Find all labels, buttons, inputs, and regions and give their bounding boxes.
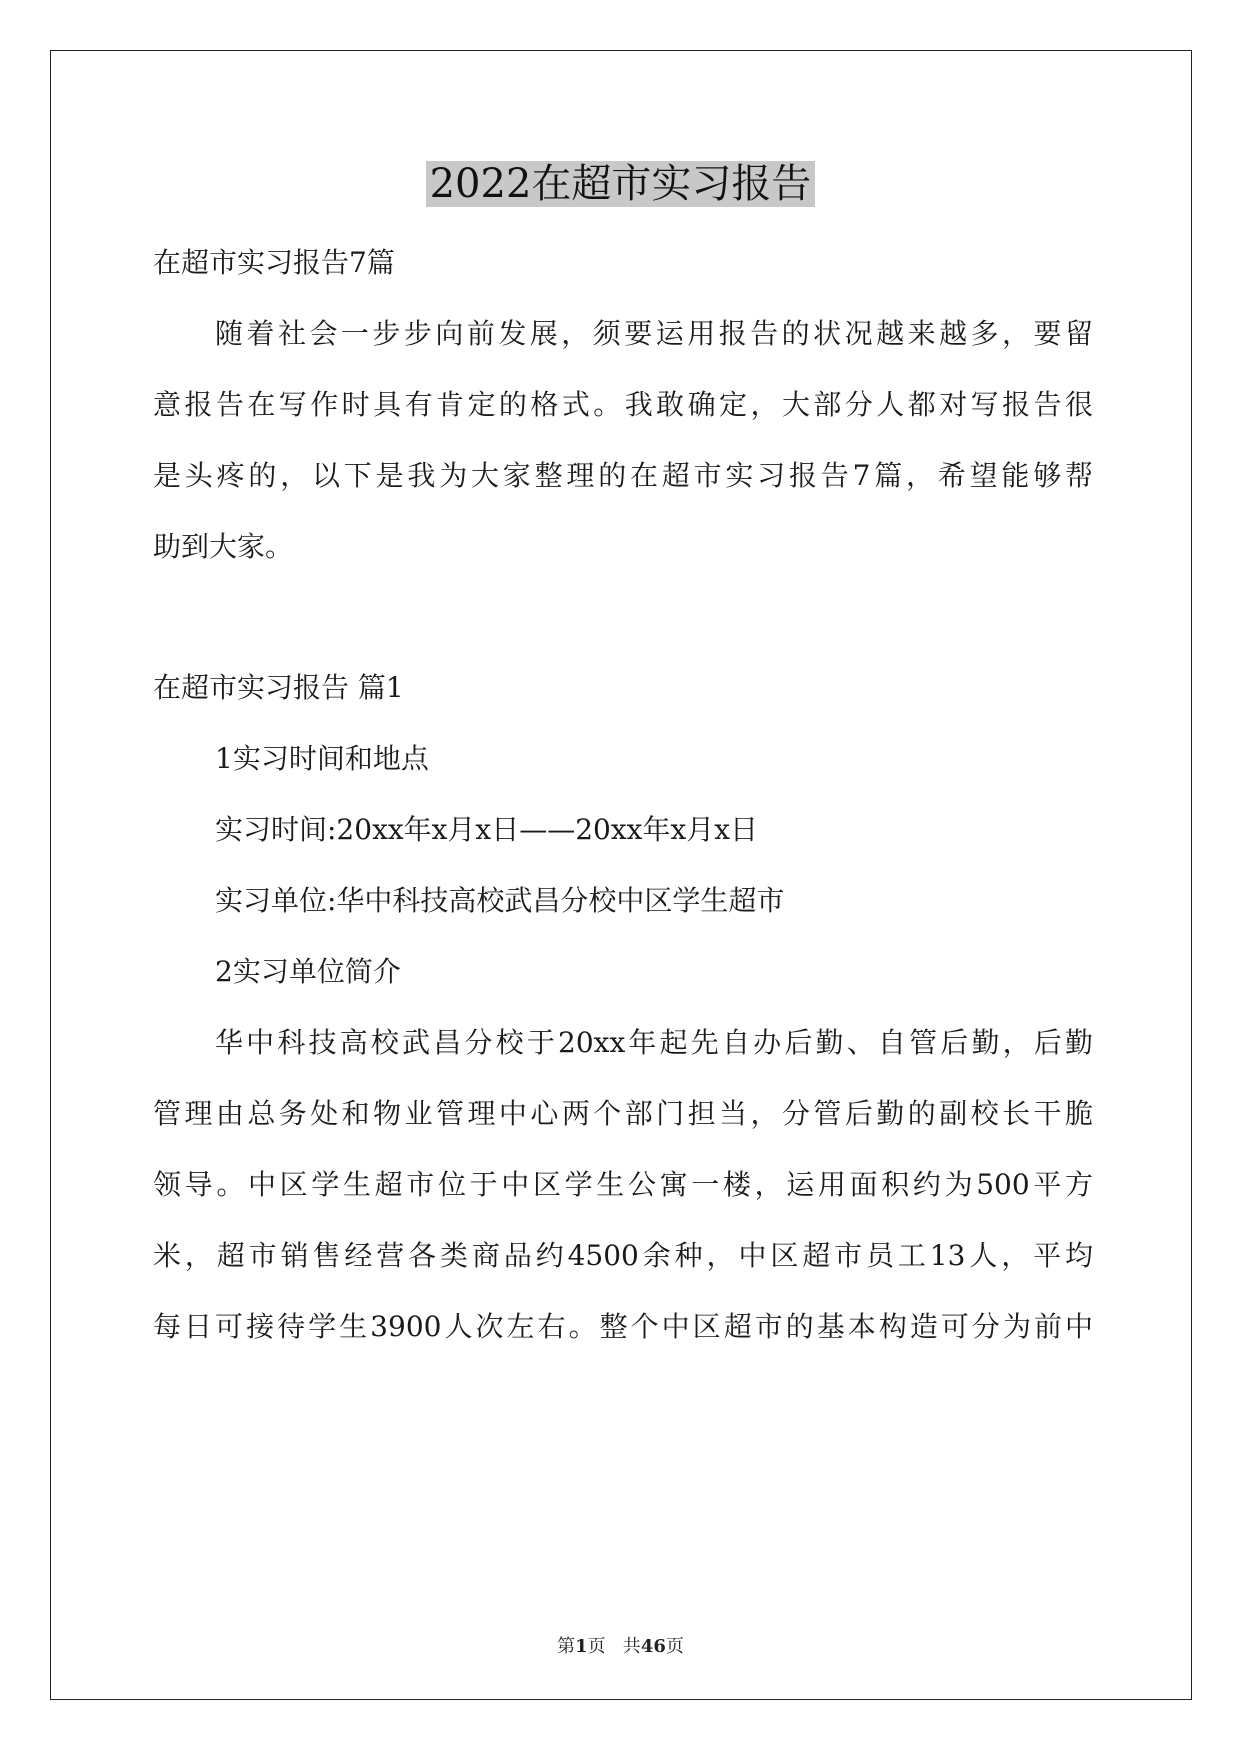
footer-total-pages: 46 [640, 1636, 666, 1657]
paragraph-line: 华中科技高校武昌分校于20xx年起先自办后勤、自管后勤，后勤 [215, 1026, 1093, 1059]
document-title [0, 156, 1241, 212]
footer-prefix: 第 [557, 1636, 576, 1657]
paragraph-line: 实习单位:华中科技高校武昌分校中区学生超市 [215, 884, 785, 917]
footer-mid: 页 共 [587, 1636, 641, 1657]
page-border [50, 50, 1192, 1700]
subsection-heading: 2实习单位简介 [215, 955, 401, 988]
paragraph-line: 意报告在写作时具有肯定的格式。我敢确定，大部分人都对写报告很 [153, 388, 1093, 421]
page-footer [0, 1632, 1241, 1658]
document-title-text: 2022在超市实习报告 [426, 161, 816, 207]
paragraph-line: 实习时间:20xx年x月x日——20xx年x月x日 [215, 813, 759, 846]
footer-suffix: 页 [665, 1636, 684, 1657]
paragraph-line: 每日可接待学生3900人次左右。整个中区超市的基本构造可分为前中 [153, 1310, 1093, 1343]
subtitle-line: 在超市实习报告7篇 [153, 246, 395, 279]
paragraph-line: 领导。中区学生超市位于中区学生公寓一楼，运用面积约为500平方 [153, 1168, 1093, 1201]
footer-page-number: 1 [575, 1636, 588, 1657]
section-heading: 在超市实习报告 篇1 [153, 671, 404, 704]
paragraph-line: 随着社会一步步向前发展，须要运用报告的状况越来越多，要留 [215, 317, 1093, 350]
paragraph-line: 米，超市销售经营各类商品约4500余种，中区超市员工13人，平均 [153, 1239, 1093, 1272]
subsection-heading: 1实习时间和地点 [215, 742, 429, 775]
paragraph-line: 助到大家。 [153, 530, 294, 563]
paragraph-line: 是头疼的，以下是我为大家整理的在超市实习报告7篇，希望能够帮 [153, 459, 1093, 492]
paragraph-line: 管理由总务处和物业管理中心两个部门担当，分管后勤的副校长干脆 [153, 1097, 1093, 1130]
